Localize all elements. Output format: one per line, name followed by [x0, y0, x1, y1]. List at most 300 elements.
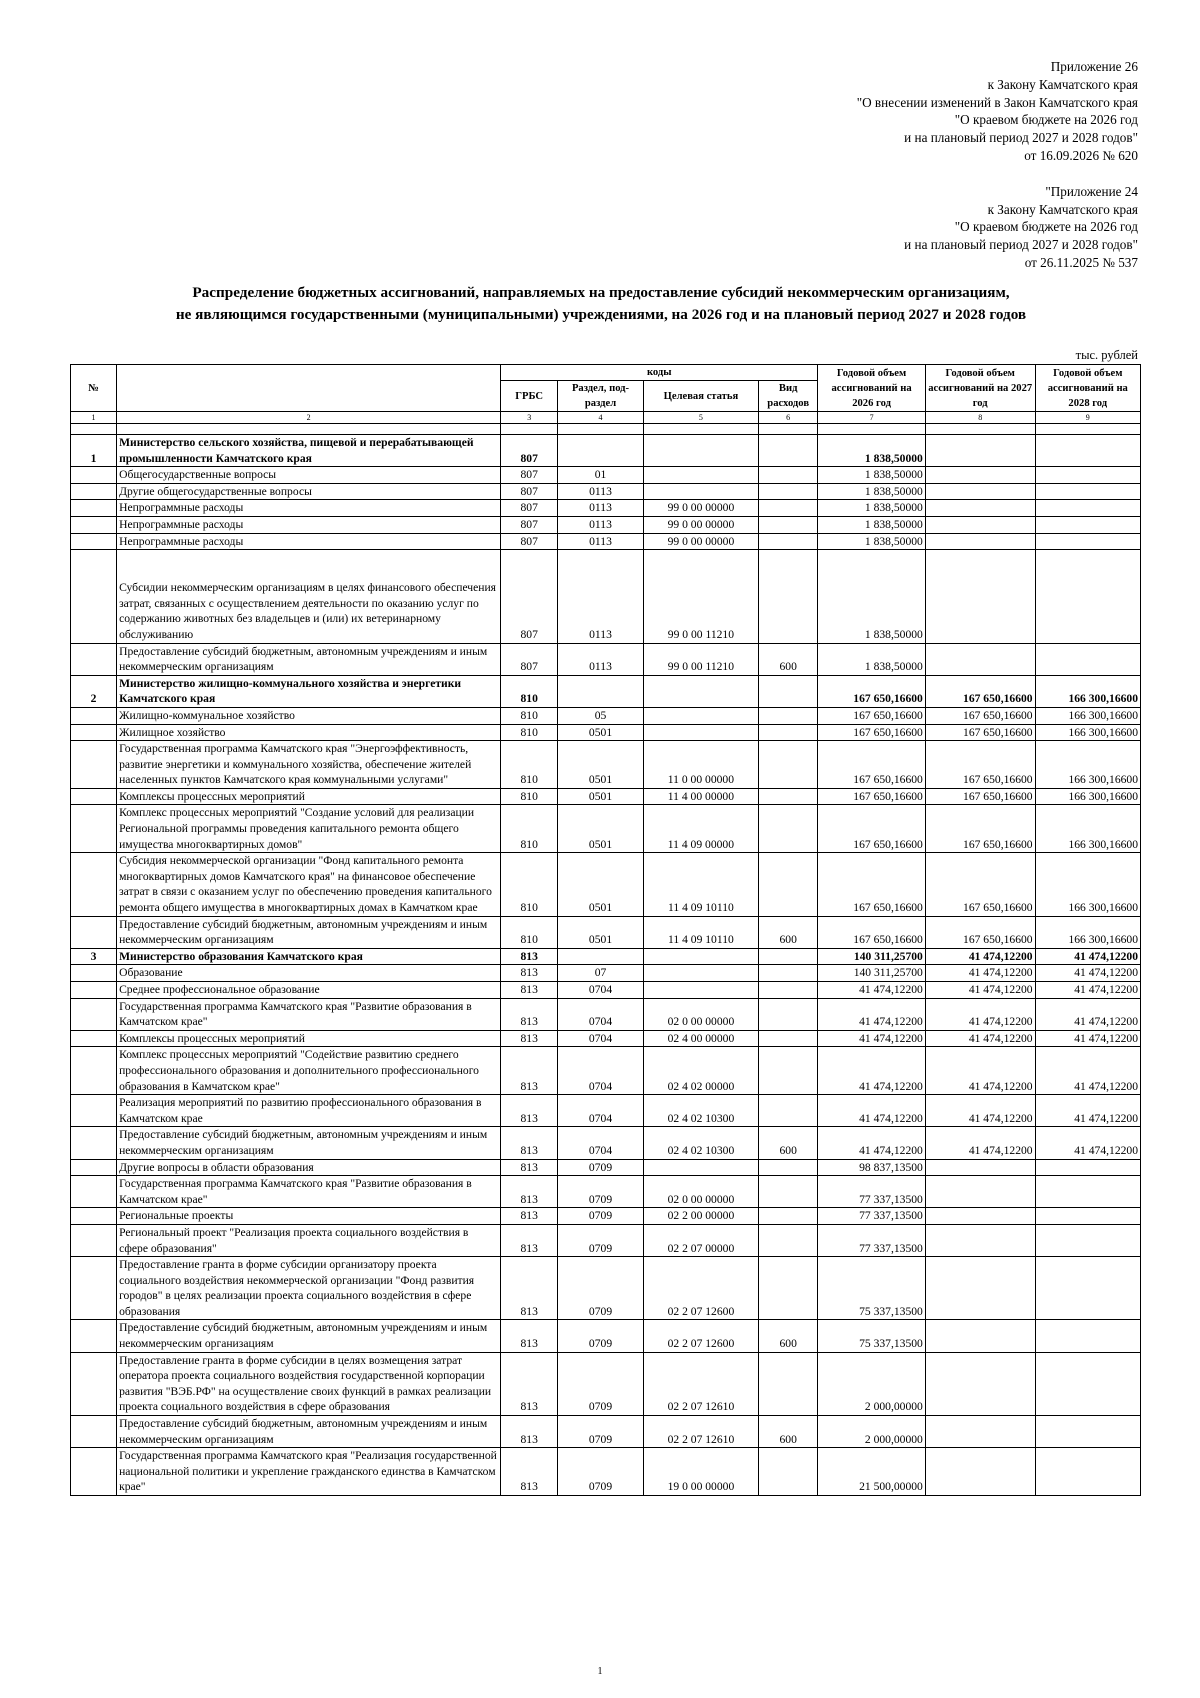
amount-2027: 167 650,16600: [925, 853, 1035, 916]
row-number: [71, 533, 117, 550]
title-line-1: Распределение бюджетных ассигнований, направляемых на предоставление субсидий некоммерческим организациям,: [192, 284, 1010, 301]
grbs-code: 813: [501, 1257, 558, 1320]
amount-2027: 41 474,12200: [925, 982, 1035, 999]
amount-2028: 41 474,12200: [1035, 1095, 1140, 1127]
col-header-2026: Годовой объем ассигнований на 2026 год: [818, 365, 926, 412]
target-article: 02 2 00 00000: [643, 1208, 758, 1225]
grbs-code: 807: [501, 435, 558, 467]
amount-2027: 167 650,16600: [925, 707, 1035, 724]
amount-2028: 41 474,12200: [1035, 965, 1140, 982]
amount-2027: 167 650,16600: [925, 916, 1035, 948]
column-index: 1: [71, 412, 117, 424]
amount-2027: [925, 435, 1035, 467]
expense-type: [759, 853, 818, 916]
target-article: [643, 435, 758, 467]
grbs-code: 810: [501, 724, 558, 741]
grbs-code: 813: [501, 1030, 558, 1047]
table-row: [71, 643, 1141, 675]
amount-2026: 1 838,50000: [818, 643, 926, 675]
expense-type: [759, 998, 818, 1030]
amount-2026: 98 837,13500: [818, 1159, 926, 1176]
target-article: 99 0 00 11210: [643, 550, 758, 643]
grbs-code: 807: [501, 500, 558, 517]
target-article: 02 4 02 10300: [643, 1127, 758, 1159]
target-article: [643, 724, 758, 741]
amount-2026: 167 650,16600: [818, 675, 926, 707]
amount-2027: [925, 1176, 1035, 1208]
expense-type: [759, 948, 818, 965]
col-header-name: [117, 365, 501, 412]
section-code: 0709: [558, 1159, 644, 1176]
amount-2028: 166 300,16600: [1035, 788, 1140, 805]
amount-2028: 166 300,16600: [1035, 724, 1140, 741]
table-row: [71, 1176, 1141, 1208]
section-code: [558, 948, 644, 965]
header-line: "О внесении изменений в Закон Камчатского края: [856, 94, 1138, 110]
amount-2026: 167 650,16600: [818, 707, 926, 724]
row-name: Государственная программа Камчатского края "Энергоэффективность, развитие энергетики и коммунального хозяйства, обеспечение жителей населенных пунктов Камчатского края коммунальными услугами": [117, 741, 501, 789]
table-row: [71, 998, 1141, 1030]
expense-type: [759, 1352, 818, 1415]
amount-2027: [925, 1257, 1035, 1320]
header-line: от 26.11.2025 № 537: [1024, 254, 1138, 270]
row-number: 1: [71, 435, 117, 467]
amount-2027: [925, 1320, 1035, 1352]
section-code: 0704: [558, 1030, 644, 1047]
amount-2028: 41 474,12200: [1035, 998, 1140, 1030]
target-article: 11 4 00 00000: [643, 788, 758, 805]
section-code: 0501: [558, 805, 644, 853]
amount-2028: 166 300,16600: [1035, 741, 1140, 789]
row-name: Государственная программа Камчатского края "Развитие образования в Камчатском крае": [117, 1176, 501, 1208]
expense-type: 600: [759, 643, 818, 675]
section-code: 0709: [558, 1257, 644, 1320]
amount-2026: 41 474,12200: [818, 998, 926, 1030]
amount-2028: [1035, 1159, 1140, 1176]
section-code: 0501: [558, 788, 644, 805]
table-row: [71, 1127, 1141, 1159]
section-code: 0709: [558, 1448, 644, 1496]
section-code: 0113: [558, 550, 644, 643]
expense-type: 600: [759, 1416, 818, 1448]
grbs-code: 813: [501, 1095, 558, 1127]
grbs-code: 813: [501, 1352, 558, 1415]
expense-type: [759, 467, 818, 484]
target-article: [643, 483, 758, 500]
table-row: [71, 1320, 1141, 1352]
row-number: [71, 724, 117, 741]
amount-2028: [1035, 500, 1140, 517]
amount-2026: 2 000,00000: [818, 1416, 926, 1448]
amount-2026: 167 650,16600: [818, 916, 926, 948]
amount-2026: 77 337,13500: [818, 1224, 926, 1256]
amount-2026: 167 650,16600: [818, 805, 926, 853]
target-article: [643, 467, 758, 484]
amount-2027: [925, 1352, 1035, 1415]
amount-2027: 41 474,12200: [925, 1095, 1035, 1127]
expense-type: [759, 805, 818, 853]
amount-2028: [1035, 1448, 1140, 1496]
target-article: 99 0 00 11210: [643, 643, 758, 675]
amount-2028: [1035, 435, 1140, 467]
amount-2027: [925, 1416, 1035, 1448]
target-article: [643, 675, 758, 707]
table-row: [71, 1159, 1141, 1176]
expense-type: 600: [759, 1320, 818, 1352]
amount-2026: 1 838,50000: [818, 516, 926, 533]
target-article: 02 2 07 12610: [643, 1416, 758, 1448]
amount-2027: [925, 1208, 1035, 1225]
row-number: [71, 998, 117, 1030]
column-index: 7: [818, 412, 926, 424]
row-number: [71, 1352, 117, 1415]
grbs-code: 810: [501, 707, 558, 724]
table-row: [71, 483, 1141, 500]
table-row: [71, 965, 1141, 982]
row-number: [71, 467, 117, 484]
col-header-2027: Годовой объем ассигнований на 2027 год: [925, 365, 1035, 412]
expense-type: [759, 707, 818, 724]
expense-type: [759, 741, 818, 789]
amount-2026: 41 474,12200: [818, 1127, 926, 1159]
row-name: Комплекс процессных мероприятий "Создание условий для реализации Региональной программы проведения капитального ремонта общего имущества многоквартирных домов": [117, 805, 501, 853]
row-number: [71, 1320, 117, 1352]
amount-2028: [1035, 1176, 1140, 1208]
grbs-code: 813: [501, 1448, 558, 1496]
amount-2026: 167 650,16600: [818, 853, 926, 916]
section-code: 0709: [558, 1224, 644, 1256]
amount-2026: 167 650,16600: [818, 788, 926, 805]
amount-2027: [925, 533, 1035, 550]
amount-2027: 41 474,12200: [925, 1127, 1035, 1159]
amount-2027: 167 650,16600: [925, 675, 1035, 707]
grbs-code: 810: [501, 741, 558, 789]
column-index: 4: [558, 412, 644, 424]
row-number: [71, 788, 117, 805]
row-number: [71, 741, 117, 789]
amount-2026: 21 500,00000: [818, 1448, 926, 1496]
expense-type: [759, 1159, 818, 1176]
section-code: 0704: [558, 982, 644, 999]
amount-2028: [1035, 1352, 1140, 1415]
expense-type: [759, 533, 818, 550]
col-header-grbs: ГРБС: [501, 381, 558, 412]
col-header-target: Целевая статья: [643, 381, 758, 412]
row-name: Предоставление субсидий бюджетным, автономным учреждениям и иным некоммерческим организациям: [117, 1127, 501, 1159]
expense-type: [759, 483, 818, 500]
row-name: Субсидии некоммерческим организациям в целях финансового обеспечения затрат, связанных с осуществлением деятельности по оказанию услуг по содержанию животных без владельцев и (или) их ветеринарному обслуживанию: [117, 550, 501, 643]
row-number: [71, 982, 117, 999]
expense-type: [759, 516, 818, 533]
amount-2027: [925, 643, 1035, 675]
amount-2028: 166 300,16600: [1035, 805, 1140, 853]
row-number: [71, 550, 117, 643]
row-name: Жилищно-коммунальное хозяйство: [117, 707, 501, 724]
table-row: [71, 516, 1141, 533]
target-article: 11 4 09 10110: [643, 853, 758, 916]
amount-2028: 41 474,12200: [1035, 948, 1140, 965]
table-row: [71, 805, 1141, 853]
col-header-num: №: [71, 365, 117, 412]
table-row: [71, 1208, 1141, 1225]
column-index-row: [71, 412, 1141, 424]
table-row: [71, 1257, 1141, 1320]
expense-type: [759, 1208, 818, 1225]
amount-2027: [925, 516, 1035, 533]
amount-2028: [1035, 1224, 1140, 1256]
row-number: [71, 1095, 117, 1127]
column-index: 8: [925, 412, 1035, 424]
target-article: 02 2 07 12600: [643, 1257, 758, 1320]
row-name: Реализация мероприятий по развитию профессионального образования в Камчатском крае: [117, 1095, 501, 1127]
grbs-code: 810: [501, 675, 558, 707]
row-name: Региональный проект "Реализация проекта социального воздействия в сфере образования": [117, 1224, 501, 1256]
row-number: [71, 916, 117, 948]
section-code: 0113: [558, 643, 644, 675]
table-body: [71, 435, 1141, 1496]
section-code: 07: [558, 965, 644, 982]
expense-type: 600: [759, 1127, 818, 1159]
appendix-block-1: [638, 58, 1138, 165]
amount-2028: 41 474,12200: [1035, 1127, 1140, 1159]
table-row: [71, 982, 1141, 999]
row-number: [71, 853, 117, 916]
section-code: 0113: [558, 483, 644, 500]
grbs-code: 813: [501, 948, 558, 965]
col-header-section: Раздел, под-раздел: [558, 381, 644, 412]
section-code: 01: [558, 467, 644, 484]
amount-2026: 75 337,13500: [818, 1320, 926, 1352]
amount-2026: 140 311,25700: [818, 948, 926, 965]
units-label: тыс. рублей: [1075, 348, 1138, 362]
appendix-header: [638, 58, 1138, 272]
row-name: Комплекс процессных мероприятий "Содействие развитию среднего профессионального образования и дополнительного профессионального образования в Камчатском крае": [117, 1047, 501, 1095]
table-row: [71, 1448, 1141, 1496]
amount-2028: 166 300,16600: [1035, 707, 1140, 724]
grbs-code: 810: [501, 853, 558, 916]
grbs-code: 807: [501, 483, 558, 500]
col-header-type: Вид расходов: [759, 381, 818, 412]
row-number: [71, 1159, 117, 1176]
row-number: [71, 483, 117, 500]
grbs-code: 807: [501, 533, 558, 550]
row-number: [71, 707, 117, 724]
grbs-code: 813: [501, 1224, 558, 1256]
amount-2027: 167 650,16600: [925, 724, 1035, 741]
expense-type: [759, 1047, 818, 1095]
header-line: "Приложение 24: [1045, 183, 1138, 199]
row-name: Комплексы процессных мероприятий: [117, 788, 501, 805]
row-number: [71, 1416, 117, 1448]
grbs-code: 813: [501, 1208, 558, 1225]
amount-2026: 41 474,12200: [818, 982, 926, 999]
row-number: [71, 805, 117, 853]
amount-2026: 167 650,16600: [818, 724, 926, 741]
target-article: [643, 965, 758, 982]
target-article: 11 4 09 10110: [643, 916, 758, 948]
amount-2027: [925, 500, 1035, 517]
target-article: [643, 1159, 758, 1176]
row-number: [71, 1208, 117, 1225]
header-line: и на плановый период 2027 и 2028 годов": [904, 237, 1138, 253]
row-name: Другие вопросы в области образования: [117, 1159, 501, 1176]
amount-2026: 167 650,16600: [818, 741, 926, 789]
amount-2028: [1035, 483, 1140, 500]
table-row: [71, 724, 1141, 741]
grbs-code: 810: [501, 805, 558, 853]
amount-2028: [1035, 1208, 1140, 1225]
grbs-code: 807: [501, 550, 558, 643]
amount-2027: 41 474,12200: [925, 998, 1035, 1030]
col-header-2028: Годовой объем ассигнований на 2028 год: [1035, 365, 1140, 412]
row-name: Непрограммные расходы: [117, 533, 501, 550]
row-name: Непрограммные расходы: [117, 500, 501, 517]
section-code: [558, 435, 644, 467]
document-title: [60, 282, 1142, 326]
table-row: [71, 435, 1141, 467]
row-name: Образование: [117, 965, 501, 982]
row-name: Предоставление субсидий бюджетным, автономным учреждениям и иным некоммерческим организациям: [117, 1320, 501, 1352]
row-name: Предоставление субсидий бюджетным, автономным учреждениям и иным некоммерческим организациям: [117, 643, 501, 675]
title-line-2: не являющимся государственными (муниципальными) учреждениями, на 2026 год и на плановый период 2027 и 2028 годов: [175, 306, 1027, 323]
target-article: 02 0 00 00000: [643, 1176, 758, 1208]
section-code: 05: [558, 707, 644, 724]
expense-type: [759, 965, 818, 982]
grbs-code: 810: [501, 788, 558, 805]
section-code: 0501: [558, 741, 644, 789]
amount-2027: [925, 1448, 1035, 1496]
section-code: 0501: [558, 853, 644, 916]
expense-type: [759, 788, 818, 805]
table-row: [71, 550, 1141, 643]
amount-2027: [925, 1224, 1035, 1256]
row-name: Государственная программа Камчатского края "Реализация государственной национальной политики и укрепление гражданского единства в Камчатском крае": [117, 1448, 501, 1496]
row-name: Непрограммные расходы: [117, 516, 501, 533]
row-name: Предоставление гранта в форме субсидии организатору проекта социального воздействия некоммерческой организации "Фонд развития городов" в целях реализации проекта социального воздействия в сфере образования: [117, 1257, 501, 1320]
header-line: к Закону Камчатского края: [987, 201, 1138, 217]
grbs-code: 807: [501, 467, 558, 484]
table-row: [71, 1030, 1141, 1047]
target-article: 02 4 02 10300: [643, 1095, 758, 1127]
row-number: [71, 1127, 117, 1159]
header-line: и на плановый период 2027 и 2028 годов": [904, 130, 1138, 146]
amount-2027: 167 650,16600: [925, 805, 1035, 853]
amount-2027: 167 650,16600: [925, 788, 1035, 805]
amount-2027: 41 474,12200: [925, 948, 1035, 965]
header-line: "О краевом бюджете на 2026 год: [954, 219, 1138, 235]
target-article: [643, 982, 758, 999]
grbs-code: 813: [501, 1176, 558, 1208]
row-number: [71, 1224, 117, 1256]
target-article: [643, 948, 758, 965]
amount-2028: [1035, 467, 1140, 484]
row-number: [71, 1176, 117, 1208]
table-row: [71, 853, 1141, 916]
amount-2028: [1035, 533, 1140, 550]
amount-2028: [1035, 1416, 1140, 1448]
row-number: [71, 516, 117, 533]
target-article: [643, 707, 758, 724]
amount-2027: 41 474,12200: [925, 1047, 1035, 1095]
amount-2027: [925, 483, 1035, 500]
row-name: Предоставление субсидий бюджетным, автономным учреждениям и иным некоммерческим организациям: [117, 916, 501, 948]
section-code: 0709: [558, 1208, 644, 1225]
amount-2026: 77 337,13500: [818, 1176, 926, 1208]
amount-2027: 167 650,16600: [925, 741, 1035, 789]
row-number: 3: [71, 948, 117, 965]
row-name: Предоставление гранта в форме субсидии в целях возмещения затрат оператора проекта социального воздействия государственной корпорации развития "ВЭБ.РФ" на осуществление своих функций в рамках реализации проекта социального воздействия в сфере образования: [117, 1352, 501, 1415]
column-index: 2: [117, 412, 501, 424]
table-row: [71, 1047, 1141, 1095]
amount-2027: [925, 467, 1035, 484]
section-code: 0113: [558, 516, 644, 533]
column-index: 9: [1035, 412, 1140, 424]
amount-2027: 41 474,12200: [925, 1030, 1035, 1047]
expense-type: [759, 550, 818, 643]
header-line: "О краевом бюджете на 2026 год: [954, 112, 1138, 128]
row-number: [71, 500, 117, 517]
row-name: Жилищное хозяйство: [117, 724, 501, 741]
row-number: [71, 643, 117, 675]
target-article: 02 2 07 00000: [643, 1224, 758, 1256]
grbs-code: 807: [501, 643, 558, 675]
expense-type: [759, 435, 818, 467]
amount-2026: 41 474,12200: [818, 1095, 926, 1127]
row-number: [71, 1047, 117, 1095]
amount-2028: 41 474,12200: [1035, 1047, 1140, 1095]
row-name: Субсидия некоммерческой организации "Фонд капитального ремонта многоквартирных домов Камчатского края" на финансовое обеспечение затрат в связи с оказанием услуг по обеспечению проведения капитального ремонта общего имущества в многоквартирных домах в Камчатком крае: [117, 853, 501, 916]
target-article: 19 0 00 00000: [643, 1448, 758, 1496]
table-row: [71, 1224, 1141, 1256]
section-code: 0501: [558, 724, 644, 741]
row-name: Среднее профессиональное образование: [117, 982, 501, 999]
table-row: [71, 1352, 1141, 1415]
column-index: 6: [759, 412, 818, 424]
amount-2026: 140 311,25700: [818, 965, 926, 982]
amount-2028: [1035, 550, 1140, 643]
table-row: [71, 675, 1141, 707]
row-name: Министерство жилищно-коммунального хозяйства и энергетики Камчатского края: [117, 675, 501, 707]
expense-type: [759, 1257, 818, 1320]
section-code: 0709: [558, 1352, 644, 1415]
grbs-code: 810: [501, 916, 558, 948]
grbs-code: 807: [501, 516, 558, 533]
expense-type: [759, 1224, 818, 1256]
target-article: 02 4 02 00000: [643, 1047, 758, 1095]
row-name: Министерство сельского хозяйства, пищевой и перерабатывающей промышленности Камчатского края: [117, 435, 501, 467]
amount-2026: 1 838,50000: [818, 483, 926, 500]
expense-type: [759, 982, 818, 999]
target-article: 11 4 09 00000: [643, 805, 758, 853]
row-number: 2: [71, 675, 117, 707]
amount-2028: 166 300,16600: [1035, 675, 1140, 707]
amount-2026: 1 838,50000: [818, 435, 926, 467]
appendix-block-2: [638, 183, 1138, 272]
target-article: 02 4 00 00000: [643, 1030, 758, 1047]
allocation-table: [70, 364, 1141, 1496]
spacer-row: [71, 424, 1141, 435]
column-index: 3: [501, 412, 558, 424]
amount-2028: [1035, 1257, 1140, 1320]
row-name: Государственная программа Камчатского края "Развитие образования в Камчатском крае": [117, 998, 501, 1030]
row-name: Комплексы процессных мероприятий: [117, 1030, 501, 1047]
section-code: 0709: [558, 1176, 644, 1208]
table-row: [71, 948, 1141, 965]
target-article: 99 0 00 00000: [643, 516, 758, 533]
grbs-code: 813: [501, 965, 558, 982]
grbs-code: 813: [501, 1416, 558, 1448]
amount-2026: 77 337,13500: [818, 1208, 926, 1225]
